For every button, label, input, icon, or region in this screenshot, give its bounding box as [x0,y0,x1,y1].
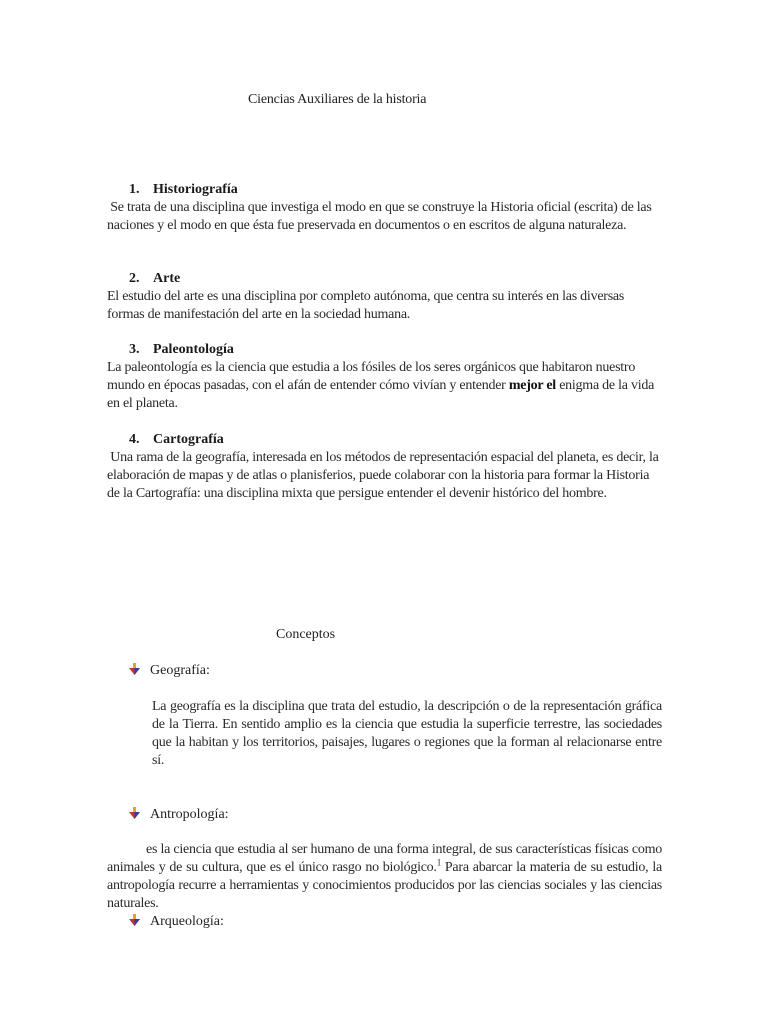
concept-body-geografia: La geografía es la disciplina que trata del estudio, la descripción o de la representación gráfica de la Tierra. En sentido amplio es la ciencia que estudia la superficie terrestre, las sociedades que la habitan y los territorios, paisajes, lugares o regiones que la forman al relacionarse entre sí. [152,699,662,768]
arrow-bullet-icon [129,663,140,675]
concepts-title: Conceptos [276,627,336,642]
concept-bullet-arqueologia [129,913,224,931]
body-text: La paleontología es la ciencia que estudia a los fósiles de los seres orgánicos que habitaron nuestro mundo en épocas pasadas, con el afán de entender cómo vivían y entender [107,360,636,393]
body-text: es la ciencia que estudia al ser humano de una forma integral, de sus características físicas como animales y de su cultura, que es el único rasgo no biológico. [107,842,662,875]
section-number: 3. [129,342,140,357]
section-heading-text: Historiografía [153,182,238,197]
body-text: enigma de la vida en el planeta. [107,378,655,411]
concept-label: Antropología: [150,807,229,822]
concept-bullet-geografia [129,662,210,680]
section-historiografia [107,181,663,235]
section-arte [107,270,663,324]
footnote-ref[interactable]: 1 [436,857,441,868]
section-heading [129,270,663,288]
section-paleontologia [107,341,663,413]
section-heading [129,341,663,359]
concept-label: Geografía: [150,663,210,678]
section-heading [129,431,663,449]
concept-body-antropologia [107,841,662,913]
section-number: 1. [129,182,140,197]
section-heading-text: Cartografía [153,432,224,447]
arrow-bullet-icon [129,807,140,819]
concept-bullet-antropologia [129,806,229,824]
section-body: Una rama de la geografía, interesada en los métodos de representación espacial del planeta, es decir, la elaboración de mapas y de atlas o planisferios, puede colaborar con la historia para formar la Historia de la Cartografía: una disciplina mixta que persigue entender el devenir histórico del hombre. [107,450,662,501]
section-body [107,359,663,413]
section-number: 2. [129,271,140,286]
section-heading-text: Paleontología [153,342,234,357]
section-number: 4. [129,432,140,447]
body-text: Para abarcar la materia de su estudio, la antropología recurre a herramientas y conocimientos producidos por las ciencias sociales y las ciencias naturales. [107,860,662,911]
document-title: Ciencias Auxiliares de la historia [248,92,427,107]
section-heading [129,181,663,199]
section-heading-text: Arte [153,271,181,286]
section-body: Se trata de una disciplina que investiga el modo en que se construye la Historia oficial (escrita) de las naciones y el modo en que ésta fue preservada en documentos o en escritos de alguna naturaleza. [107,200,655,233]
concept-label: Arqueología: [150,914,224,929]
section-body: El estudio del arte es una disciplina por completo autónoma, que centra su interés en las diversas formas de manifestación del arte en la sociedad humana. [107,289,625,322]
body-bold-text: mejor el [508,378,556,393]
section-cartografia [107,431,663,503]
arrow-bullet-icon [129,914,140,926]
